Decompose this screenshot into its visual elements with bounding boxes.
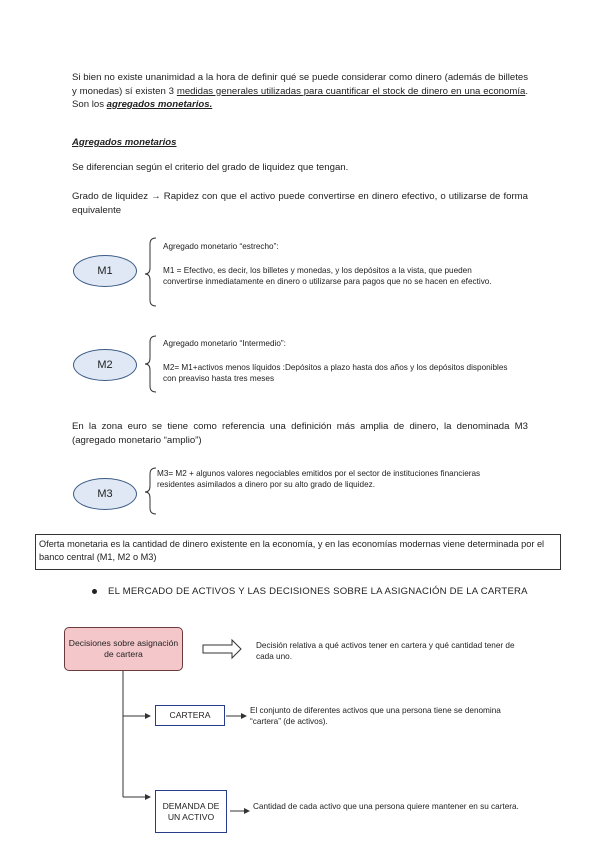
m2-heading: Agregado monetario “Intermedio”: bbox=[163, 339, 286, 348]
m2-description: M2= M1+activos menos líquidos :Depósitos a plazo hasta dos años y los depósitos disponibles con preaviso hasta tres meses bbox=[163, 363, 508, 383]
money-supply-box bbox=[35, 534, 561, 570]
money-supply-text: Oferta monetaria es la cantidad de dinero existente en la economía, y en las economías modernas viene determinada por el banco central (M1, M2 o M3) bbox=[39, 539, 545, 562]
portfolio-decisions-box: Decisiones sobre asignación de cartera bbox=[64, 627, 183, 671]
bullet-dot bbox=[92, 589, 97, 594]
cartera-desc: El conjunto de diferentes activos que una persona tiene se denomina “cartera” (de activos). bbox=[250, 706, 501, 726]
m1-ellipse: M1 bbox=[73, 255, 137, 287]
m1-heading: Agregado monetario “estrecho”: bbox=[163, 242, 279, 251]
eurozone-paragraph: En la zona euro se tiene como referencia una definición más amplia de dinero, la denominada M3 (agregado monetario “amplio”) bbox=[72, 421, 528, 446]
cartera-box: CARTERA bbox=[155, 705, 225, 726]
m1-description: M1 = Efectivo, es decir, los billetes y monedas, y los depósitos a la vista, que pueden convertirse inmediatamente en dinero o utilizarse para pagos que no se hacen en efectivo. bbox=[163, 266, 492, 286]
intro-underlined: medidas generales utilizadas para cuantificar el stock de dinero en una economía bbox=[176, 85, 526, 97]
criterion-text: Se diferencian según el criterio del grado de liquidez que tengan. bbox=[72, 162, 349, 173]
m3-ellipse: M3 bbox=[73, 478, 137, 510]
section-title: Agregados monetarios bbox=[72, 137, 177, 148]
demanda-box: DEMANDA DE UN ACTIVO bbox=[155, 790, 227, 833]
intro-text-3: . Son los bbox=[72, 85, 528, 110]
intro-emphasis: agregados monetarios. bbox=[106, 99, 213, 110]
demanda-desc: Cantidad de cada activo que una persona quiere mantener en su cartera. bbox=[253, 802, 519, 811]
bullet-heading: EL MERCADO DE ACTIVOS Y LAS DECISIONES SOBRE LA ASIGNACIÓN DE LA CARTERA bbox=[108, 586, 528, 597]
m2-ellipse: M2 bbox=[73, 349, 137, 381]
m3-description: M3= M2 + algunos valores negociables emitidos por el sector de instituciones financieras residentes asimilados a dinero por su alto grado de liquidez. bbox=[157, 469, 481, 489]
portfolio-decisions-desc: Decisión relativa a qué activos tener en cartera y qué cantidad tener de cada uno. bbox=[256, 641, 515, 661]
liquidity-definition: Grado de liquidez → Rapidez con que el activo puede convertirse en dinero efectivo, o utilizarse de forma equivalente bbox=[72, 191, 528, 216]
intro-text-1: Si bien no existe unanimidad a la hora de definir qué se puede considerar como dinero (además de billetes y monedas) sí existen 3 bbox=[72, 72, 528, 97]
